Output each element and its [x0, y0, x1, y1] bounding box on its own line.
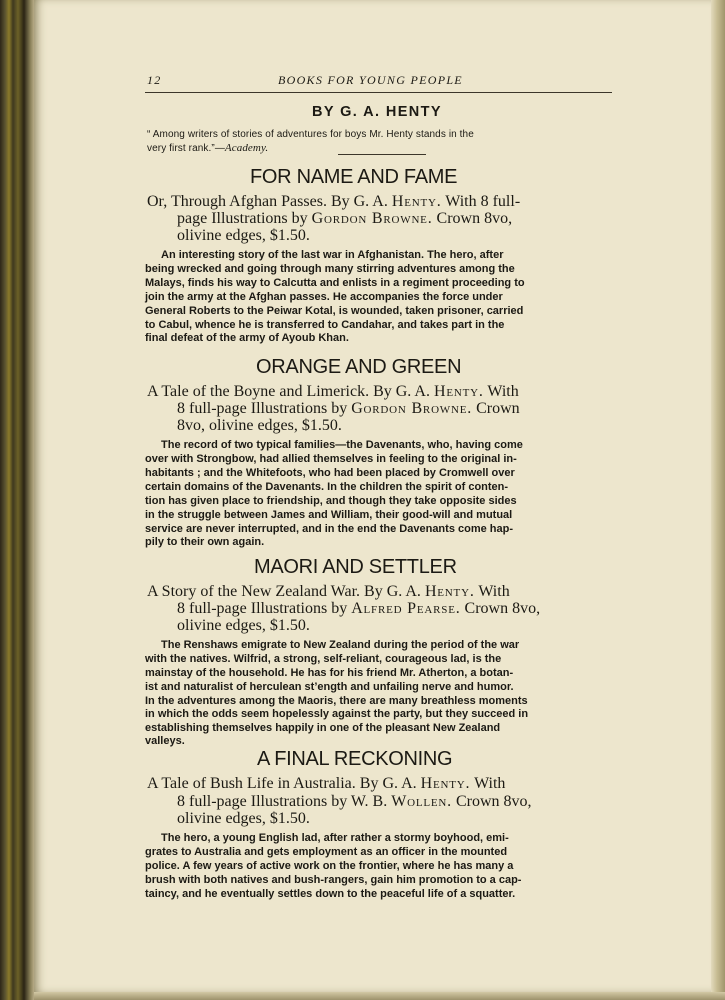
book-byline-line: olivine edges, $1.50. [177, 617, 310, 634]
book-binding [0, 0, 34, 1000]
book-title: FOR NAME AND FAME [250, 166, 458, 188]
description-line: taincy, and he eventually settles down to the peaceful life of a squatter. [145, 888, 516, 900]
description-line: mainstay of the household. He has for his friend Mr. Atherton, a botan- [145, 667, 514, 679]
page-number: 12 [147, 73, 162, 87]
description-line: habitants ; and the Whitefoots, who had been placed by Cromwell over [145, 467, 515, 479]
description-line: in which the odds seem hopelessly against the party, but they succeed in [145, 708, 529, 720]
quote-source: Academy. [224, 142, 269, 154]
description-line: police. A few years of active work on the frontier, where he has many a [145, 860, 514, 872]
description-line: General Roberts to the Peiwar Kotal, is wounded, taken prisoner, carried [145, 305, 524, 317]
page-stack-edge [711, 0, 725, 1000]
book-byline-line: A Story of the New Zealand War. By G. A. Henty. With [147, 583, 510, 600]
header-rule [145, 92, 612, 93]
author-heading: BY G. A. HENTY [312, 104, 442, 120]
book-byline-line: 8 full-page Illustrations by Gordon Browne. Crown [177, 400, 520, 417]
description-line: pily to their own again. [145, 536, 265, 548]
description-line: The record of two typical families—the Davenants, who, having come [161, 439, 523, 451]
description-line: with the natives. Wilfrid, a strong, self-reliant, courageous lad, is the [145, 653, 502, 665]
description-line: valleys. [145, 735, 185, 747]
description-line: certain domains of the Davenants. In the children the spirit of conten- [145, 481, 509, 493]
description-line: Malays, finds his way to Calcutta and enlists in a regiment proceeding to [145, 277, 525, 289]
description-line: join the army at the Afghan passes. He accompanies the force under [145, 291, 503, 303]
quote-rule [338, 154, 426, 155]
description-line: in the struggle between James and William, their good-will and mutual [145, 509, 513, 521]
description-line: tion has given place to friendship, and though they take opposite sides [145, 495, 517, 507]
book-byline-line: page Illustrations by Gordon Browne. Crown 8vo, [177, 210, 513, 227]
description-line: ist and naturalist of herculean st’ength and unfailing nerve and humor. [145, 681, 514, 693]
book-byline-line: olivine edges, $1.50. [177, 227, 310, 244]
running-title: BOOKS FOR YOUNG PEOPLE [278, 73, 463, 87]
description-line: to Cabul, whence he is transferred to Candahar, and takes part in the [145, 319, 505, 331]
book-byline-line: 8 full-page Illustrations by W. B. Wollen. Crown 8vo, [177, 793, 532, 810]
book-byline-line: 8 full-page Illustrations by Alfred Pearse. Crown 8vo, [177, 600, 541, 617]
description-line: over with Strongbow, had allied themselves in feeling to the original in- [145, 453, 517, 465]
quote-line-1: “ Among writers of stories of adventures for boys Mr. Henty stands in the [147, 129, 474, 140]
book-title: ORANGE AND GREEN [256, 356, 462, 378]
quote-text: very first rank.”— [147, 143, 225, 154]
quote-line-2 [147, 142, 268, 154]
description-line: In the adventures among the Maoris, there are many breathless moments [145, 695, 528, 707]
description-line: The hero, a young English lad, after rather a stormy boyhood, emi- [161, 832, 509, 844]
book-byline-line: olivine edges, $1.50. [177, 810, 310, 827]
page-bottom-edge [34, 992, 725, 1000]
book-title: MAORI AND SETTLER [254, 556, 457, 578]
description-line: The Renshaws emigrate to New Zealand during the period of the war [161, 639, 520, 651]
description-line: being wrecked and going through many stirring adventures among the [145, 263, 515, 275]
book-title: A FINAL RECKONING [257, 748, 453, 770]
description-line: final defeat of the army of Ayoub Khan. [145, 332, 349, 344]
description-line: service are never interrupted, and in the end the Davenants come hap- [145, 523, 514, 535]
description-line: establishing themselves happily in one of the pleasant New Zealand [145, 722, 501, 734]
book-byline-line: 8vo, olivine edges, $1.50. [177, 417, 342, 434]
description-line: An interesting story of the last war in Afghanistan. The hero, after [161, 249, 504, 261]
book-byline-line: A Tale of the Boyne and Limerick. By G. A. Henty. With [147, 383, 519, 400]
book-byline-line: Or, Through Afghan Passes. By G. A. Henty. With 8 full- [147, 193, 521, 210]
description-line: brush with both natives and bush-rangers, gain him promotion to a cap- [145, 874, 522, 886]
book-byline-line: A Tale of Bush Life in Australia. By G. A. Henty. With [147, 775, 506, 792]
description-line: grates to Australia and gets employment as an officer in the mounted [145, 846, 508, 858]
